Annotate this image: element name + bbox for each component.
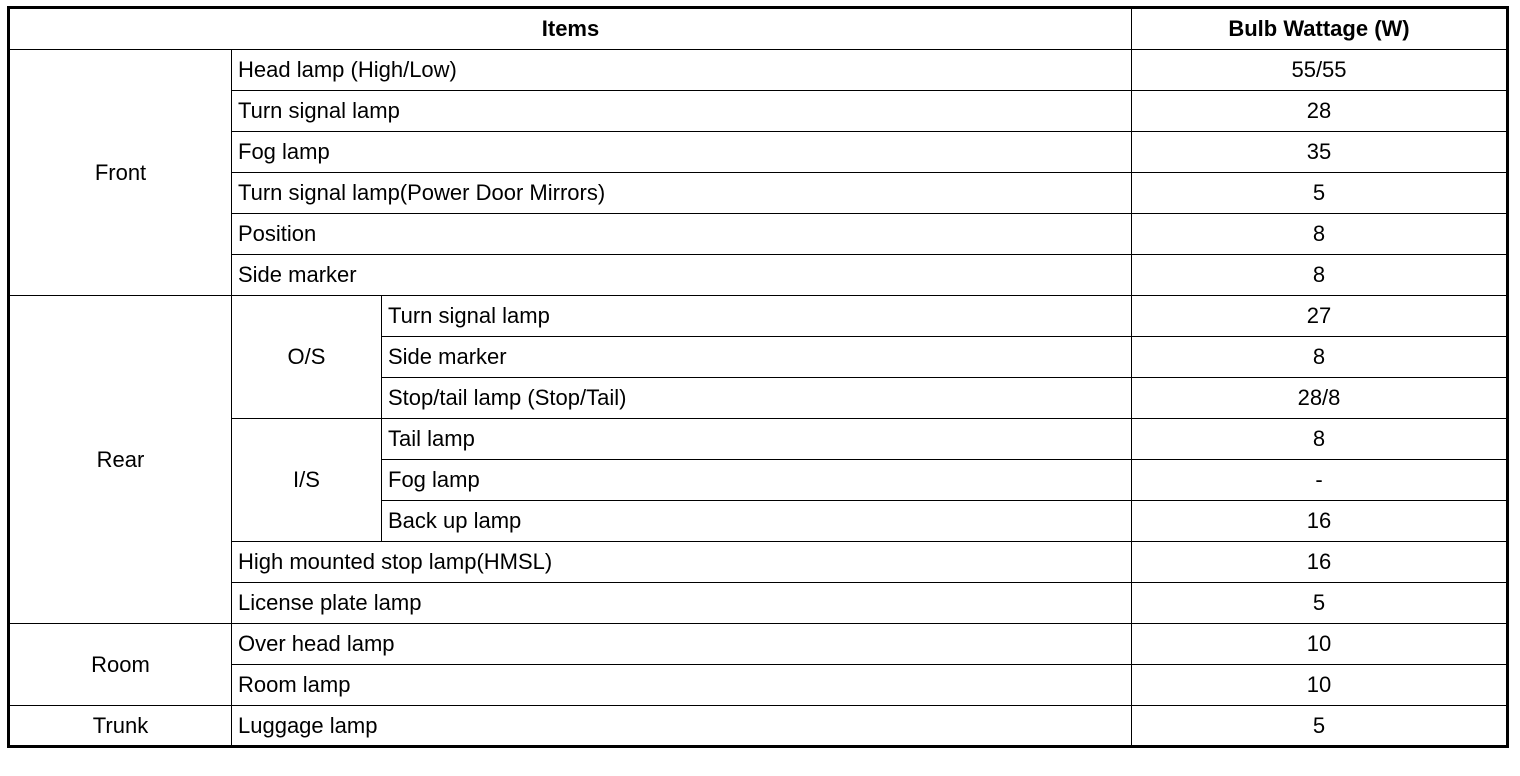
wattage-cell: 28 [1132,91,1508,132]
item-cell: Turn signal lamp(Power Door Mirrors) [232,173,1132,214]
item-cell: Side marker [232,255,1132,296]
subgroup-rear-os: O/S [232,296,382,419]
group-front: Front [9,50,232,296]
table-row [9,542,1508,583]
item-cell: Over head lamp [232,624,1132,665]
group-room: Room [9,624,232,706]
item-cell: License plate lamp [232,583,1132,624]
items-header: Items [9,8,1132,50]
wattage-cell: 8 [1132,214,1508,255]
bulb-wattage-table [7,6,1509,748]
table-row [9,706,1508,747]
wattage-cell: 10 [1132,665,1508,706]
item-cell: Stop/tail lamp (Stop/Tail) [382,378,1132,419]
table-row [9,665,1508,706]
table-row [9,624,1508,665]
wattage-cell: 8 [1132,419,1508,460]
table-row [9,50,1508,91]
table-row [9,255,1508,296]
wattage-cell: 5 [1132,583,1508,624]
wattage-cell: 5 [1132,173,1508,214]
item-cell: Back up lamp [382,501,1132,542]
table-row [9,91,1508,132]
item-cell: Head lamp (High/Low) [232,50,1132,91]
wattage-cell: - [1132,460,1508,501]
table-row [9,173,1508,214]
table-row [9,419,1508,460]
table-row [9,214,1508,255]
item-cell: Fog lamp [232,132,1132,173]
subgroup-rear-is: I/S [232,419,382,542]
item-cell: Fog lamp [382,460,1132,501]
item-cell: Side marker [382,337,1132,378]
item-cell: Turn signal lamp [382,296,1132,337]
wattage-cell: 8 [1132,255,1508,296]
wattage-cell: 10 [1132,624,1508,665]
wattage-cell: 16 [1132,542,1508,583]
item-cell: Turn signal lamp [232,91,1132,132]
table-row [9,296,1508,337]
table-row [9,132,1508,173]
item-cell: Tail lamp [382,419,1132,460]
group-rear: Rear [9,296,232,624]
group-trunk: Trunk [9,706,232,747]
table-row [9,583,1508,624]
wattage-cell: 16 [1132,501,1508,542]
item-cell: Position [232,214,1132,255]
wattage-cell: 5 [1132,706,1508,747]
wattage-cell: 27 [1132,296,1508,337]
wattage-cell: 55/55 [1132,50,1508,91]
bulb-wattage-header: Bulb Wattage (W) [1132,8,1508,50]
item-cell: Room lamp [232,665,1132,706]
wattage-cell: 8 [1132,337,1508,378]
wattage-cell: 35 [1132,132,1508,173]
item-cell: High mounted stop lamp(HMSL) [232,542,1132,583]
wattage-cell: 28/8 [1132,378,1508,419]
item-cell: Luggage lamp [232,706,1132,747]
header-row [9,8,1508,50]
